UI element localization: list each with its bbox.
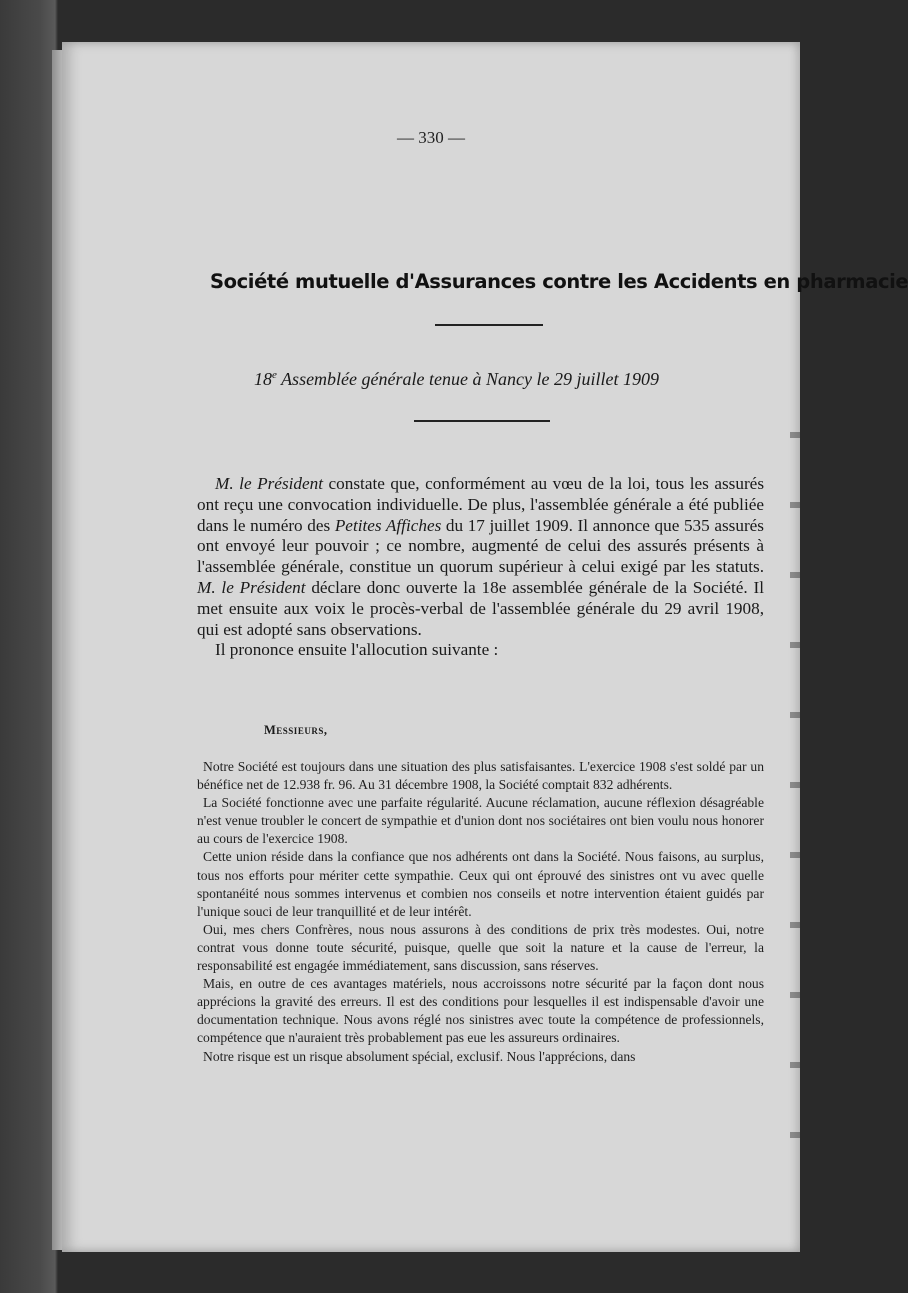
subtitle-text: Assemblée générale tenue à Nancy le 29 juillet 1909 <box>276 369 659 389</box>
document-page <box>62 42 908 1252</box>
intro-text-part: constate que, conformément au vœu de la loi, tous les assurés ont reçu une convocation individuelle. De plus, l'assemblée générale a été publiée dans le numéro des <box>197 474 765 535</box>
intro-text-part: déclare donc ouverte la 18e assemblée générale de la Société. Il met ensuite aux voix le procès-verbal de l'assemblée générale du 29 avril 1908, qui est adopté sans observations. <box>197 577 765 639</box>
document-subtitle <box>254 369 774 390</box>
speech-paragraph: La Société fonctionne avec une parfaite régularité. Aucune réclamation, aucune réflexion désagréable n'est venue troubler le concert de sympathie et d'union dont nos sociétaires ont bien voulu nous honorer au cours de l'exercice 1908. <box>197 795 764 847</box>
newspaper-name: Petites Affiches <box>334 515 442 535</box>
speech-paragraph: Mais, en outre de ces avantages matériels, nous accroissons notre sécurité par la façon dont nous apprécions la gravité des erreurs. Il est des conditions pour lesquelles il est indispensable d'avoir une documentation technique. Nous avons réglé nos sinistres avec toute la compétence de professionnels, compétence que n'auraient très probablement pas eue les assureurs ordinaires. <box>197 976 764 1046</box>
president-mention: M. le Président <box>197 577 306 597</box>
subtitle-ordinal: 18 <box>254 369 272 389</box>
speech-paragraph: Cette union réside dans la confiance que nos adhérents ont dans la Société. Nous faisons, au surplus, tous nos efforts pour mériter cette sympathie. Ceux qui ont éprouvé des sinistres ont vu avec quelle spontanéité nous sommes intervenus et combien nos conseils et notre intervention étaient guidés par l'unique souci de leur tranquillité et de leur intérêt. <box>197 849 764 919</box>
intro-paragraph: Il prononce ensuite l'allocution suivante : <box>215 640 499 660</box>
intro-text-part: du 17 juillet 1909. Il annonce que 535 assurés ont envoyé leur pouvoir ; ce nombre, augmenté de celui des assurés présents à l'assemblée générale, constitue un quorum supérieur à celui exigé par les statuts. <box>197 515 764 577</box>
salutation: Messieurs, <box>264 723 328 737</box>
title-divider <box>435 324 543 326</box>
president-lead: M. le Président <box>215 474 323 493</box>
intro-text <box>197 474 764 661</box>
speech-text <box>197 758 764 1066</box>
intro-paragraph <box>197 474 764 640</box>
page-number: — 330 — <box>397 128 465 147</box>
subtitle-divider <box>414 420 550 422</box>
binding-shadow <box>790 402 800 1202</box>
subtitle-ordinal-suffix: e <box>272 369 277 381</box>
speech-paragraph: Notre Société est toujours dans une situation des plus satisfaisantes. L'exercice 1908 s'est soldé par un bénéfice net de 12.938 fr. 96. Au 31 décembre 1908, la Société comptait 832 adhérents. <box>197 759 764 793</box>
document-title: Société mutuelle d'Assurances contre les Accidents en pharmacie <box>210 270 908 293</box>
speech-paragraph: Oui, mes chers Confrères, nous nous assurons à des conditions de prix très modestes. Oui, notre contrat vous donne toute sécurité, puisque, quelle que soit la nature et la cause de l'erreur, la responsabilité est engagée immédiatement, sans discussion, sans réserves. <box>197 921 764 974</box>
speech-paragraph: Notre risque est un risque absolument spécial, exclusif. Nous l'apprécions, dans <box>203 1048 636 1064</box>
